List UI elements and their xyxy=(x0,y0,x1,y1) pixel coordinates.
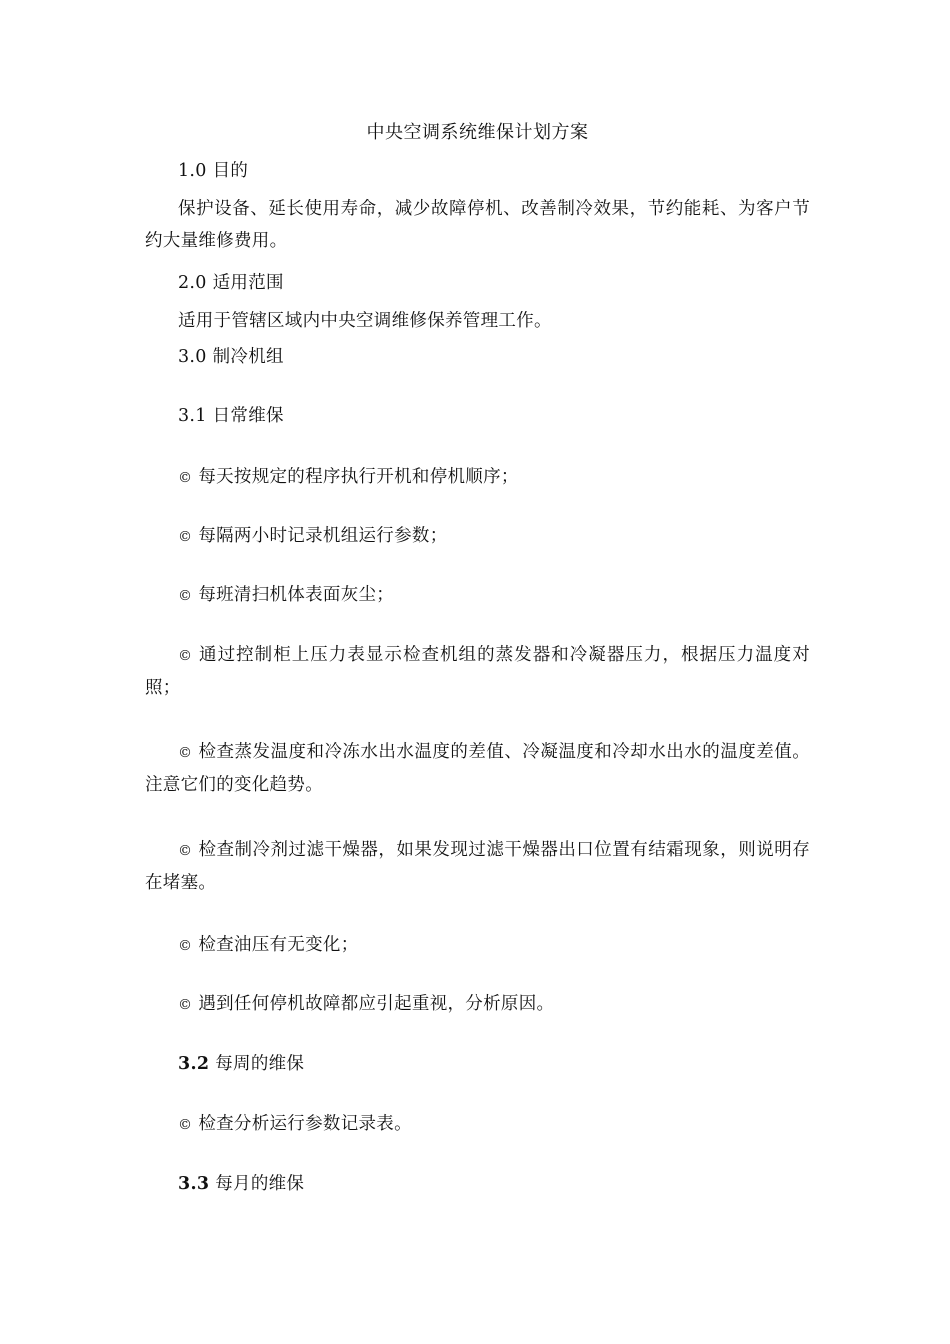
bullet-icon: © xyxy=(178,648,193,664)
document-title: 中央空调系统维保计划方案 xyxy=(366,122,589,143)
bullet-text: 检查蒸发温度和冷冻水出水温度的差值、冷凝温度和冷却水出水的温度差值。注意它们的变化趋势。 xyxy=(145,742,810,795)
section-3-2-number: 3.2 xyxy=(178,1054,210,1074)
bullet-text: 每班清扫机体表面灰尘； xyxy=(198,585,395,605)
bullet-item xyxy=(145,461,810,494)
bullet-text: 遇到任何停机故障都应引起重视，分析原因。 xyxy=(198,994,555,1014)
bullet-icon: © xyxy=(178,997,193,1013)
bullet-item xyxy=(145,834,810,899)
section-3-3-text: 每月的维保 xyxy=(209,1174,305,1194)
bullet-item xyxy=(145,579,810,612)
bullet-text: 检查油压有无变化； xyxy=(198,935,359,955)
section-3-heading: 3.0 制冷机组 xyxy=(178,347,284,367)
bullet-text: 检查制冷剂过滤干燥器，如果发现过滤干燥器出口位置有结霜现象，则说明存在堵塞。 xyxy=(145,840,810,893)
section-3-3-heading xyxy=(145,1168,810,1200)
section-1-body: 保护设备、延长使用寿命，减少故障停机、改善制冷效果，节约能耗、为客户节约大量维修费用。 xyxy=(145,199,810,251)
section-1-heading: 1.0 目的 xyxy=(178,161,249,181)
bullet-text: 通过控制柜上压力表显示检查机组的蒸发器和冷凝器压力，根据压力温度对照； xyxy=(145,645,810,698)
section-2-heading: 2.0 适用范围 xyxy=(178,273,284,293)
bullet-item xyxy=(145,929,810,962)
bullet-icon: © xyxy=(178,588,193,604)
section-3-2-text: 每周的维保 xyxy=(209,1054,305,1074)
section-3-1-heading: 3.1 日常维保 xyxy=(178,406,284,426)
bullet-item xyxy=(145,1108,810,1141)
section-3-2-heading xyxy=(145,1048,810,1080)
document-page xyxy=(145,0,810,1344)
section-2-body: 适用于管辖区域内中央空调维修保养管理工作。 xyxy=(178,311,552,331)
bullet-icon: © xyxy=(178,529,193,545)
bullet-text: 每隔两小时记录机组运行参数； xyxy=(198,526,448,546)
bullet-item xyxy=(145,988,810,1021)
bullet-icon: © xyxy=(178,843,193,859)
bullet-item xyxy=(145,639,810,704)
bullet-icon: © xyxy=(178,745,193,761)
bullet-icon: © xyxy=(178,470,193,486)
bullet-icon: © xyxy=(178,1117,193,1133)
bullet-item xyxy=(145,520,810,553)
bullet-item xyxy=(145,736,810,801)
section-3-3-number: 3.3 xyxy=(178,1174,210,1194)
bullet-text: 每天按规定的程序执行开机和停机顺序； xyxy=(198,467,519,487)
bullet-text: 检查分析运行参数记录表。 xyxy=(198,1114,412,1134)
bullet-icon: © xyxy=(178,938,193,954)
